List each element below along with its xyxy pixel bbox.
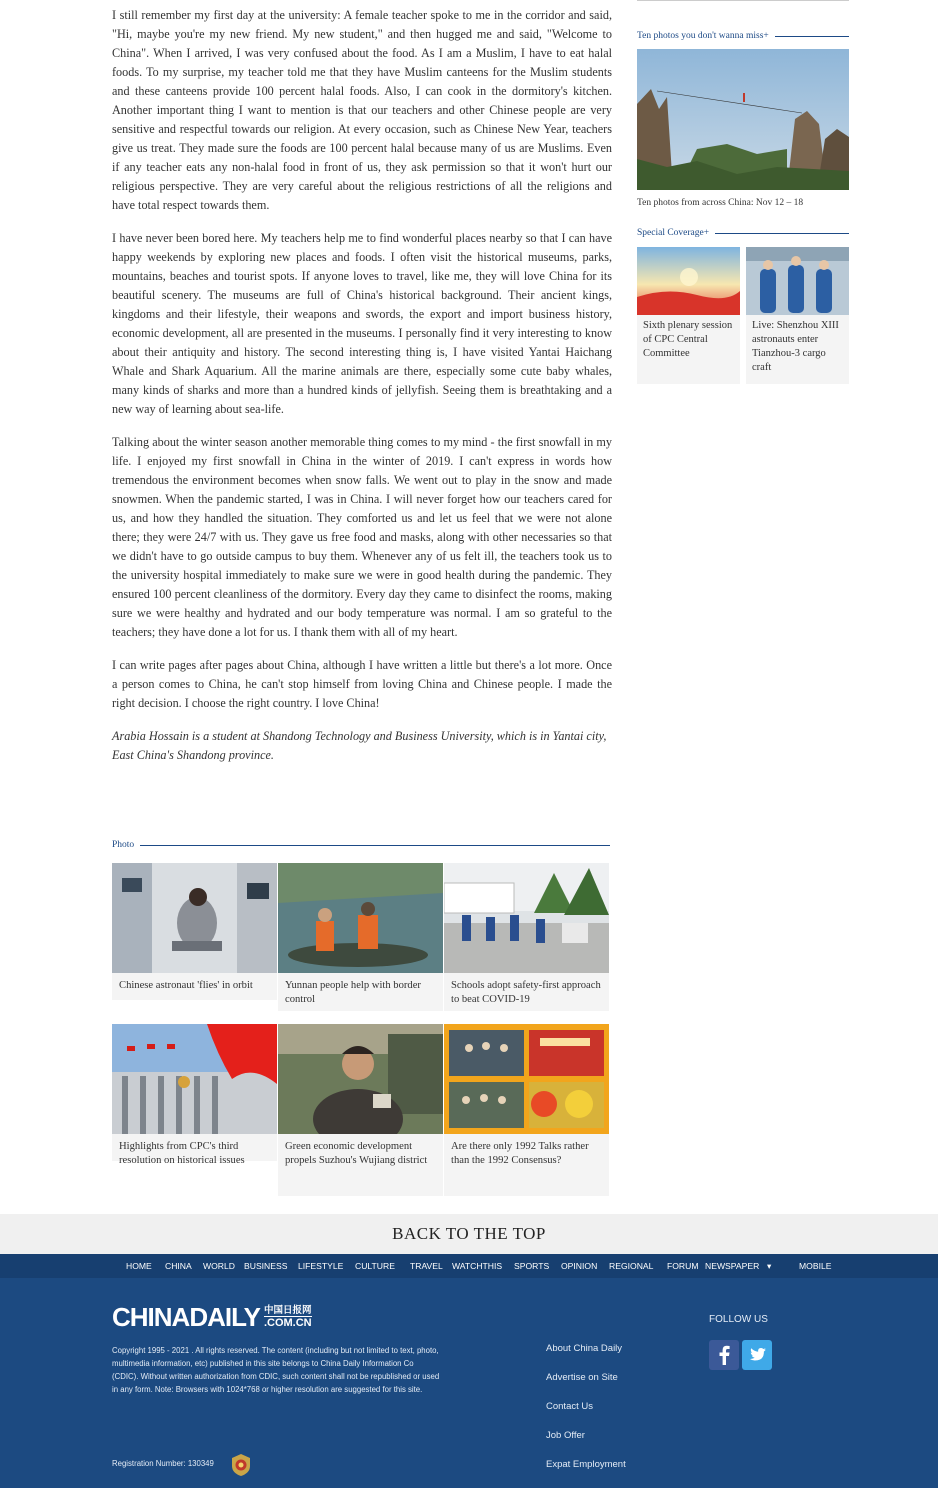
- footer-nav-mobile[interactable]: MOBILE: [799, 1261, 832, 1271]
- logo-chinese: 中国日报网: [263, 1305, 312, 1316]
- ten-photos-heading-label[interactable]: Ten photos you don't wanna miss+: [637, 31, 769, 41]
- back-to-top-bar: [0, 1214, 938, 1254]
- article-body: [112, 6, 612, 765]
- footer-nav: [0, 1254, 938, 1278]
- photo-card[interactable]: [278, 1024, 443, 1196]
- article-paragraph: I have never been bored here. My teachers help me to find wonderful places nearby so that I can have happy weekends by exploring new places and foods. I often visit the historical museums, parks, mountains, beaches and tourist spots. If anyone loves to travel, like me, they will love China for its beautiful scenery. The museums are full of China's historical background. Their ancient kings, kingdoms and their lifestyle, their weapons and swords, the export and import business history, economic development, all are presented in the museums. I personally find it very interesting to know about their antiquity and history. The second interesting thing is, I have visited Yantai Haichang Whale and Shark Aquarium. All the marine animals are there, especially some cute baby whales, many kinds of sharks and more than a hundred kinds of jellyfish. Seeing them is breathtaking and a new way of learning about sea-life.: [112, 231, 612, 416]
- ten-photos-thumbnail: [637, 49, 849, 190]
- footer: [0, 1254, 938, 1488]
- 1992-consensus-image: [444, 1024, 609, 1134]
- footer-nav-regional[interactable]: REGIONAL: [609, 1261, 654, 1271]
- suzhou-wujiang-image: [278, 1024, 443, 1134]
- facebook-icon[interactable]: [709, 1340, 739, 1370]
- photo-card[interactable]: [112, 1024, 277, 1166]
- photo-caption[interactable]: Highlights from CPC's third resolution on historical issues: [119, 1141, 245, 1166]
- footer-nav-world[interactable]: WORLD: [203, 1261, 235, 1271]
- special-coverage-card[interactable]: [746, 247, 849, 384]
- chevron-down-icon[interactable]: ▾: [767, 1261, 772, 1271]
- logo-sub: [264, 1306, 312, 1329]
- footer-nav-sports[interactable]: SPORTS: [514, 1261, 550, 1271]
- ten-photos-heading[interactable]: [637, 30, 849, 42]
- footer-link-advertise[interactable]: Advertise on Site: [546, 1372, 618, 1383]
- cpc-resolution-image: [112, 1024, 277, 1134]
- sidebar-divider: [637, 0, 849, 1]
- special-coverage-caption[interactable]: Live: Shenzhou XIII astronauts enter Tianzhou-3 cargo craft: [752, 320, 839, 373]
- ten-photos-image[interactable]: [637, 49, 849, 190]
- special-coverage-card[interactable]: [637, 247, 740, 384]
- border-control-image: [278, 863, 443, 973]
- schools-covid-image: [444, 863, 609, 973]
- logo-wordmark: CHINADAILY: [112, 1302, 260, 1332]
- copyright-notice: Copyright 1995 - 2021 . All rights reserved. The content (including but not limited to text, photo, multimedia information, etc) published in this site belongs to China Daily Information Co (CDIC). Without written authorization from CDIC, such content shall not be republished or used in any form. Note: Browsers with 1024*768 or higher resolution are suggested for this site.: [112, 1346, 440, 1394]
- footer-nav-home[interactable]: HOME: [126, 1261, 152, 1271]
- photo-caption[interactable]: Are there only 1992 Talks rather than the 1992 Consensus?: [451, 1141, 589, 1166]
- footer-nav-travel[interactable]: TRAVEL: [410, 1261, 443, 1271]
- back-to-top-link[interactable]: BACK TO THE TOP: [392, 1224, 546, 1243]
- heading-rule: [715, 233, 849, 234]
- photo-card[interactable]: [112, 863, 277, 1000]
- footer-link-job-offer[interactable]: Job Offer: [546, 1430, 585, 1441]
- footer-nav-china[interactable]: CHINA: [165, 1261, 192, 1271]
- footer-nav-watchthis[interactable]: WATCHTHIS: [452, 1261, 503, 1271]
- footer-nav-forum[interactable]: FORUM: [667, 1261, 699, 1271]
- special-coverage-caption[interactable]: Sixth plenary session of CPC Central Committee: [643, 320, 733, 359]
- plenary-image: [637, 247, 740, 315]
- special-coverage-heading[interactable]: [637, 227, 849, 239]
- ten-photos-caption[interactable]: Ten photos from across China: Nov 12 – 18: [637, 198, 804, 208]
- registration-number: Registration Number: 130349: [112, 1459, 214, 1468]
- china-daily-logo[interactable]: [112, 1304, 312, 1330]
- photo-caption[interactable]: Chinese astronaut 'flies' in orbit: [119, 980, 253, 991]
- follow-us-label: FOLLOW US: [709, 1314, 768, 1325]
- astronauts-image: [746, 247, 849, 315]
- heading-rule: [775, 36, 849, 37]
- photo-card[interactable]: [278, 863, 443, 1011]
- footer-nav-newspaper[interactable]: NEWSPAPER: [705, 1261, 760, 1271]
- footer-link-about[interactable]: About China Daily: [546, 1343, 623, 1354]
- police-badge-icon[interactable]: [230, 1453, 252, 1477]
- heading-rule: [140, 845, 610, 846]
- article-paragraph: Talking about the winter season another memorable thing comes to my mind - the first snowfall in my life. I enjoyed my first snowfall in China in the winter of 2019. I can't express in words how tremendous the environment becomes when snow falls. We went out to play in the snow and made snowmen. When the pandemic started, I was in China. I will never forget how our teachers cared for us, and how they handled the situation. They comforted us and let us feel that we were not alone there; they were 24/7 with us. They gave us free food and masks, along with other necessaries so that we didn't have to go outside campus to buy them. Whenever any of us felt ill, the teachers took us to the university hospital immediately to make sure we were in good health during the pandemic. They ensured 100 percent cleanliness of the dormitory. Every day they came to disinfect the rooms, making sure we were healthy and hydrated and our body temperature was normal. I am so grateful to the teachers; they have done a lot for us. I thank them with all of my heart.: [112, 435, 612, 639]
- photo-section: [112, 839, 610, 1166]
- footer-nav-culture[interactable]: CULTURE: [355, 1261, 395, 1271]
- footer-nav-business[interactable]: BUSINESS: [244, 1261, 288, 1271]
- photo-heading[interactable]: [112, 839, 610, 851]
- footer-link-contact[interactable]: Contact Us: [546, 1401, 593, 1412]
- footer-nav-lifestyle[interactable]: LIFESTYLE: [298, 1261, 344, 1271]
- photo-caption[interactable]: Yunnan people help with border control: [285, 980, 421, 1005]
- article-paragraph: I still remember my first day at the university: A female teacher spoke to me in the corridor and said, "Hi, maybe you're my new friend. My new student," and then hugged me and said, "Welcome to China". When I arrived, I was very confused about the food. As I am a Muslim, I have to eat halal foods. To my surprise, my teacher told me that they have Muslim canteens for the Muslim students and these canteens provide 100 percent halal foods. Also, I can cook in the dormitory's kitchen. Another important thing I want to mention is that our teachers and other Chinese people are very sensitive and respectful towards our religion. At every occasion, such as Chinese New Year, teachers give us treat. They made sure the foods are 100 percent halal because many of us are Muslims. Even if any teacher eats any non-halal food in front of us, they ask permission so that it won't hurt our religious perspective. They are very careful about the religious restrictions of all the religions and have total respect towards them.: [112, 8, 612, 212]
- photo-card[interactable]: [444, 1024, 609, 1196]
- photo-caption[interactable]: Green economic development propels Suzhou's Wujiang district: [285, 1141, 428, 1166]
- author-bio: Arabia Hossain is a student at Shandong Technology and Business University, which is in Yantai city, East China's Shandong province.: [112, 729, 607, 762]
- photo-heading-label[interactable]: Photo: [112, 840, 135, 850]
- special-coverage-heading-label[interactable]: Special Coverage+: [637, 228, 710, 238]
- photo-caption[interactable]: Schools adopt safety-first approach to beat COVID-19: [451, 980, 601, 1005]
- article-paragraph: I can write pages after pages about China, although I have written a little but there's a lot more. Once a person comes to China, he can't stop himself from loving China and Chinese people. I made the right decision. I choose the right country. I love China!: [112, 658, 612, 710]
- footer-link-expat-employment[interactable]: Expat Employment: [546, 1459, 626, 1470]
- footer-nav-opinion[interactable]: OPINION: [561, 1261, 598, 1271]
- astronaut-orbit-image: [112, 863, 277, 973]
- photo-card[interactable]: [444, 863, 609, 1011]
- logo-domain: .COM.CN: [263, 1317, 312, 1329]
- twitter-icon[interactable]: [742, 1340, 772, 1370]
